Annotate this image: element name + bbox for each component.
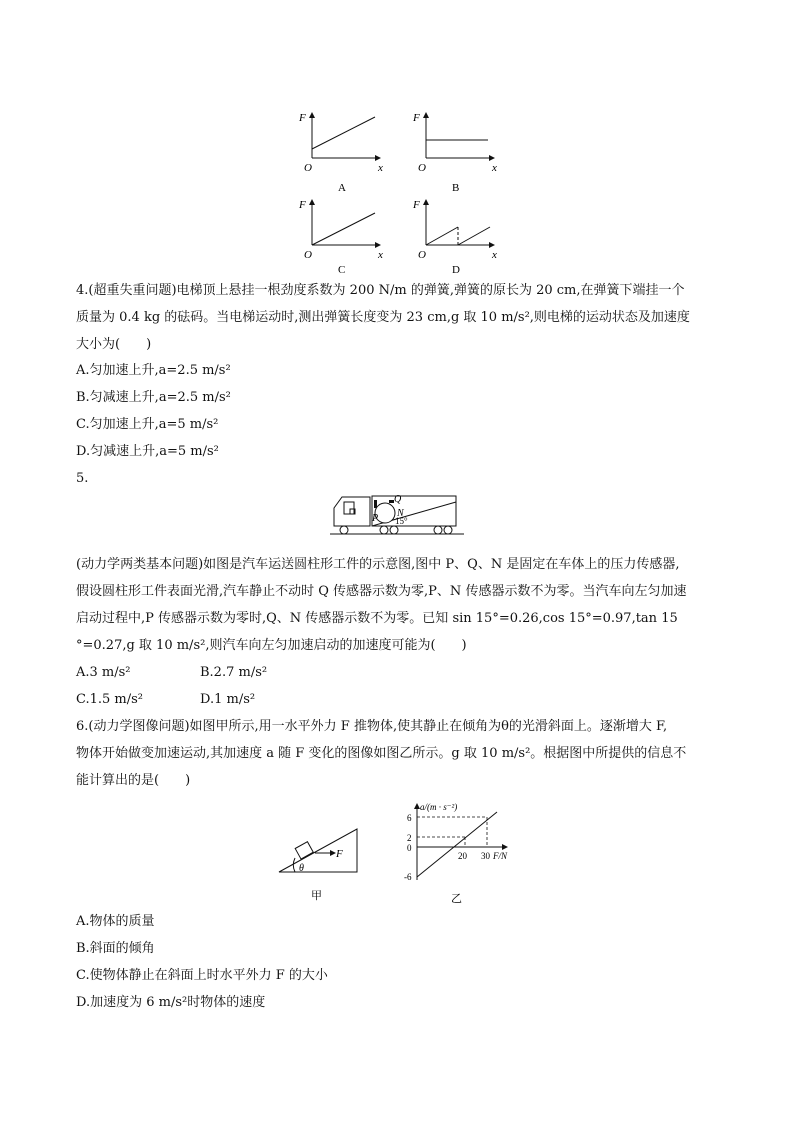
theta-label: θ	[299, 863, 304, 874]
q6-option-c[interactable]: C.使物体静止在斜面上时水平外力 F 的大小	[76, 968, 328, 983]
q4-stem-line-3: 大小为( )	[76, 337, 152, 352]
q6-option-d[interactable]: D.加速度为 6 m/s²时物体的速度	[76, 995, 266, 1010]
tick-minus-6: -6	[404, 872, 412, 882]
graph-b	[412, 112, 497, 194]
axis-f-label: F	[413, 112, 420, 124]
q4-option-d[interactable]: D.匀减速上升,a=5 m/s²	[76, 444, 219, 459]
q5-option-b[interactable]: B.2.7 m/s²	[200, 665, 268, 680]
axis-x-label: x	[378, 249, 383, 261]
axis-f-label: F	[413, 199, 420, 211]
q6-stem-line-2: 物体开始做变加速运动,其加速度 a 随 F 变化的图像如图乙所示。g 取 10 m/s²。根据图中所提供的信息不	[76, 746, 687, 761]
tick-30: 30	[481, 851, 490, 861]
sensor-n-label: N	[397, 508, 404, 519]
sensor-p-label: P	[372, 513, 379, 524]
q4-stem-line-1: 4.(超重失重问题)电梯顶上悬挂一根劲度系数为 200 N/m 的弹簧,弹簧的原长为 20 cm,在弹簧下端挂一个	[76, 283, 685, 298]
axis-f-label: F/N	[493, 851, 508, 861]
graph-c	[298, 199, 383, 275]
figure-yi	[395, 798, 525, 908]
axis-x-label: x	[492, 162, 497, 174]
angle-label: 15°	[395, 516, 408, 526]
tick-2: 2	[407, 833, 412, 843]
q6-stem-line-1: 6.(动力学图像问题)如图甲所示,用一水平外力 F 推物体,使其静止在倾角为θ的光滑斜面上。逐渐增大 F,	[76, 719, 668, 734]
graph-label-c: C	[338, 264, 346, 275]
q5-stem-line-4: °=0.27,g 取 10 m/s²,则汽车向左匀加速启动的加速度可能为( )	[76, 638, 467, 653]
axis-f-label: F	[299, 112, 306, 124]
sensor-q-label: Q	[394, 494, 402, 505]
axis-a-label: a/(m · s⁻²)	[420, 802, 458, 812]
tick-20: 20	[458, 851, 467, 861]
figure-jia	[275, 825, 370, 905]
origin-label: O	[418, 162, 426, 174]
q5-option-d[interactable]: D.1 m/s²	[200, 692, 256, 707]
graph-label-d: D	[452, 264, 460, 275]
q4-option-c[interactable]: C.匀加速上升,a=5 m/s²	[76, 417, 219, 432]
q6-option-b[interactable]: B.斜面的倾角	[76, 941, 155, 956]
q4-option-b[interactable]: B.匀减速上升,a=2.5 m/s²	[76, 390, 231, 405]
axis-f-label: F	[299, 199, 306, 211]
truck-figure	[328, 490, 466, 542]
q5-stem-line-2: 假设圆柱形工件表面光滑,汽车静止不动时 Q 传感器示数为零,P、N 传感器示数不为零。当汽车向左匀加速	[76, 584, 687, 599]
caption-yi: 乙	[451, 893, 462, 905]
origin-label: O	[418, 249, 426, 261]
tick-6: 6	[407, 813, 412, 823]
graph-d	[412, 199, 497, 275]
q5-number: 5.	[76, 471, 89, 486]
q5-stem-line-3: 启动过程中,P 传感器示数为零时,Q、N 传感器示数不为零。已知 sin 15°=0.26,cos 15°=0.97,tan 15	[76, 611, 678, 626]
q5-option-a[interactable]: A.3 m/s²	[76, 665, 131, 680]
force-f-label: F	[336, 848, 343, 860]
graph-a	[298, 112, 383, 194]
origin-label: O	[304, 249, 312, 261]
q6-option-a[interactable]: A.物体的质量	[76, 914, 155, 929]
tick-0: 0	[407, 843, 412, 853]
q5-option-c[interactable]: C.1.5 m/s²	[76, 692, 144, 707]
q5-stem-line-1: (动力学两类基本问题)如图是汽车运送圆柱形工件的示意图,图中 P、Q、N 是固定在车体上的压力传感器,	[76, 557, 680, 572]
q4-stem-line-2: 质量为 0.4 kg 的砝码。当电梯运动时,测出弹簧长度变为 23 cm,g 取 10 m/s²,则电梯的运动状态及加速度	[76, 310, 690, 325]
axis-x-label: x	[492, 249, 497, 261]
graph-label-b: B	[452, 182, 460, 194]
q6-stem-line-3: 能计算出的是( )	[76, 773, 191, 788]
caption-jia: 甲	[311, 890, 322, 902]
axis-x-label: x	[378, 162, 383, 174]
graph-grid-abcd	[290, 105, 510, 275]
graph-label-a: A	[338, 182, 346, 194]
q4-option-a[interactable]: A.匀加速上升,a=2.5 m/s²	[76, 363, 231, 378]
origin-label: O	[304, 162, 312, 174]
